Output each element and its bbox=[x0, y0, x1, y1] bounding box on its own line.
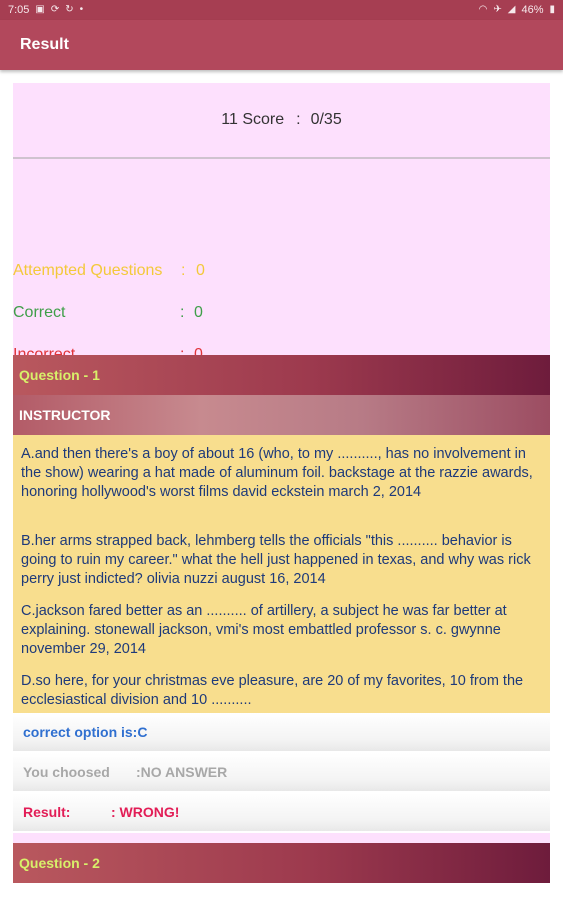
option-d: D.so here, for your christmas eve pleasure, are 20 of my favorites, 10 from the ecclesiastical division and 10 .......... bbox=[21, 673, 524, 708]
question-spacer bbox=[13, 833, 550, 843]
stat-correct-label: Correct bbox=[13, 304, 66, 321]
result-label: Result: bbox=[23, 804, 71, 820]
your-answer-value: :NO ANSWER bbox=[136, 764, 228, 780]
result-content[interactable] bbox=[13, 83, 550, 900]
instructor-bar bbox=[13, 395, 550, 435]
battery-level: 46% bbox=[521, 4, 544, 16]
refresh-icon: ↻ bbox=[65, 4, 74, 15]
battery-icon: ▮ bbox=[549, 4, 555, 15]
question-2-header[interactable] bbox=[13, 843, 550, 883]
question-1-title: Question - 1 bbox=[19, 367, 100, 383]
stat-attempted-label: Attempted Questions bbox=[13, 262, 163, 279]
your-answer-label: You choosed bbox=[23, 764, 110, 780]
stat-attempted bbox=[13, 262, 205, 280]
sync-icon: ⟳ bbox=[50, 4, 60, 15]
status-bar-right bbox=[479, 4, 555, 16]
score-label: 11 Score bbox=[221, 111, 285, 128]
status-bar bbox=[0, 0, 563, 20]
score-value: 0/35 bbox=[310, 111, 342, 128]
stat-correct-sep: : bbox=[180, 304, 185, 321]
question-1-options bbox=[13, 435, 550, 715]
airplane-icon: ✈ bbox=[493, 4, 502, 15]
option-a: A.and then there's a boy of about 16 (who, to my .........., has no involvement in the show) wearing a hat made of aluminum foil. backstage at the razzie awards, honoring hollywood's worst films david eckstein march 2, 2014 bbox=[21, 446, 533, 500]
status-time: 7:05 bbox=[8, 4, 30, 16]
score-panel bbox=[13, 83, 550, 157]
dot-icon: • bbox=[79, 4, 84, 15]
stat-attempted-sep: : bbox=[181, 262, 186, 279]
option-c: C.jackson fared better as an .......... of artillery, a subject he was far better at explaining. stonewall jackson, vmi's most embattled professor s. c. gwynne november 29, 2014 bbox=[21, 603, 507, 657]
page-title: Result bbox=[20, 36, 69, 53]
question-2-title: Question - 2 bbox=[19, 855, 100, 871]
score-separator: : bbox=[296, 111, 301, 128]
result-row bbox=[13, 793, 550, 831]
option-b: B.her arms strapped back, lehmberg tells the officials "this .......... behavior is going to ruin my career." what the hell just happened in texas, and why was rick perry just indicted? olivia nuzzi august 16, 2014 bbox=[21, 533, 531, 587]
result-value: : WRONG! bbox=[111, 804, 180, 820]
instructor-label: INSTRUCTOR bbox=[19, 407, 111, 423]
image-icon: ▣ bbox=[35, 4, 45, 15]
signal-icon: ◢ bbox=[507, 4, 516, 15]
question-1-header[interactable] bbox=[13, 355, 550, 395]
stat-correct bbox=[13, 304, 203, 322]
stat-attempted-value: 0 bbox=[196, 262, 205, 279]
correct-option-text: correct option is:C bbox=[23, 724, 148, 740]
your-answer-row bbox=[13, 753, 550, 791]
wifi-icon: ◠ bbox=[478, 4, 488, 15]
correct-option-row bbox=[13, 713, 550, 751]
status-bar-left bbox=[8, 4, 83, 16]
stat-correct-value: 0 bbox=[194, 304, 203, 321]
app-bar bbox=[0, 20, 563, 70]
